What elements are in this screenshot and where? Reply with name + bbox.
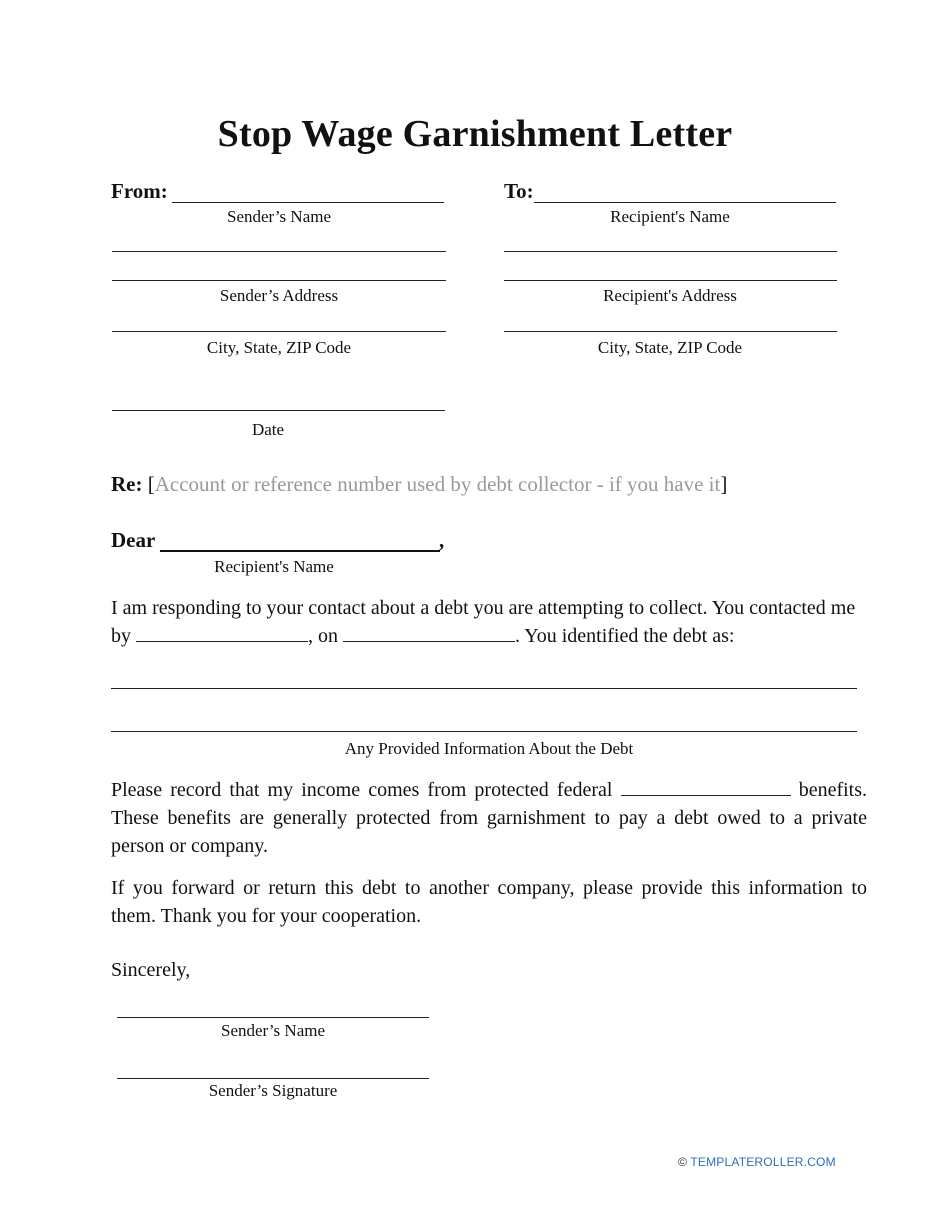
- to-label: To:: [504, 179, 534, 203]
- p1-text-3: . You identified the debt as:: [515, 625, 735, 647]
- recipient-address-line2-field[interactable]: [504, 280, 837, 281]
- date-caption: Date: [251, 420, 285, 439]
- paragraph-income: [111, 776, 867, 860]
- closing-text: Sincerely,: [111, 959, 191, 981]
- salutation-name-field[interactable]: [160, 550, 440, 552]
- sender-name-caption: Sender’s Name: [226, 207, 332, 226]
- re-label: Re:: [111, 472, 143, 496]
- debt-info-caption: Any Provided Information About the Debt: [344, 739, 634, 758]
- re-open-bracket: [: [147, 472, 155, 496]
- re-line: [111, 472, 727, 497]
- p2-text-2: benefits. These benefits are generally protected from garnishment to pay a debt owed to a private person or company.: [111, 779, 868, 857]
- paragraph-contact: [111, 594, 867, 650]
- sender-address-line2-field[interactable]: [112, 280, 446, 281]
- copyright-icon: ©: [678, 1155, 688, 1169]
- sender-city-field[interactable]: [112, 331, 446, 332]
- debt-info-line2-field[interactable]: [111, 731, 857, 732]
- p1-text-2: , on: [308, 625, 338, 647]
- templateroller-link[interactable]: TEMPLATEROLLER.COM: [690, 1155, 836, 1169]
- sender-name-field[interactable]: [172, 202, 444, 203]
- salutation-comma: ,: [439, 528, 445, 552]
- page-title: Stop Wage Garnishment Letter: [217, 113, 733, 155]
- signature-caption: Sender’s Signature: [208, 1081, 338, 1100]
- sender-city-caption: City, State, ZIP Code: [206, 338, 352, 357]
- p2-text-1: Please record that my income comes from protected federal: [111, 779, 613, 801]
- recipient-address-line1-field[interactable]: [504, 251, 837, 252]
- sender-address-line1-field[interactable]: [112, 251, 446, 252]
- recipient-name-field[interactable]: [534, 202, 836, 203]
- from-label: From:: [111, 179, 168, 203]
- closing-name-caption: Sender’s Name: [220, 1021, 326, 1040]
- re-close-bracket: ]: [720, 472, 728, 496]
- footer-brand: [678, 1155, 836, 1169]
- benefit-type-field[interactable]: [621, 777, 791, 796]
- sender-address-caption: Sender’s Address: [219, 286, 339, 305]
- recipient-city-caption: City, State, ZIP Code: [597, 338, 743, 357]
- date-field[interactable]: [112, 410, 445, 411]
- recipient-city-field[interactable]: [504, 331, 837, 332]
- contact-method-field[interactable]: [136, 623, 308, 642]
- paragraph-forward: If you forward or return this debt to another company, please provide this information to them. Thank you for your cooperation.: [111, 877, 867, 927]
- p1-text-1: I am responding to your contact about a debt you are attempting to collect. You contacted me by: [111, 597, 856, 647]
- recipient-name-caption: Recipient's Name: [610, 207, 730, 226]
- dear-label: Dear: [111, 528, 156, 552]
- salutation-name-caption: Recipient's Name: [214, 557, 334, 576]
- closing-name-field[interactable]: [117, 1017, 429, 1018]
- recipient-address-caption: Recipient's Address: [603, 286, 737, 305]
- contact-date-field[interactable]: [343, 623, 515, 642]
- debt-info-line1-field[interactable]: [111, 688, 857, 689]
- re-reference-placeholder[interactable]: Account or reference number used by debt collector - if you have it: [154, 472, 721, 496]
- signature-field[interactable]: [117, 1078, 429, 1079]
